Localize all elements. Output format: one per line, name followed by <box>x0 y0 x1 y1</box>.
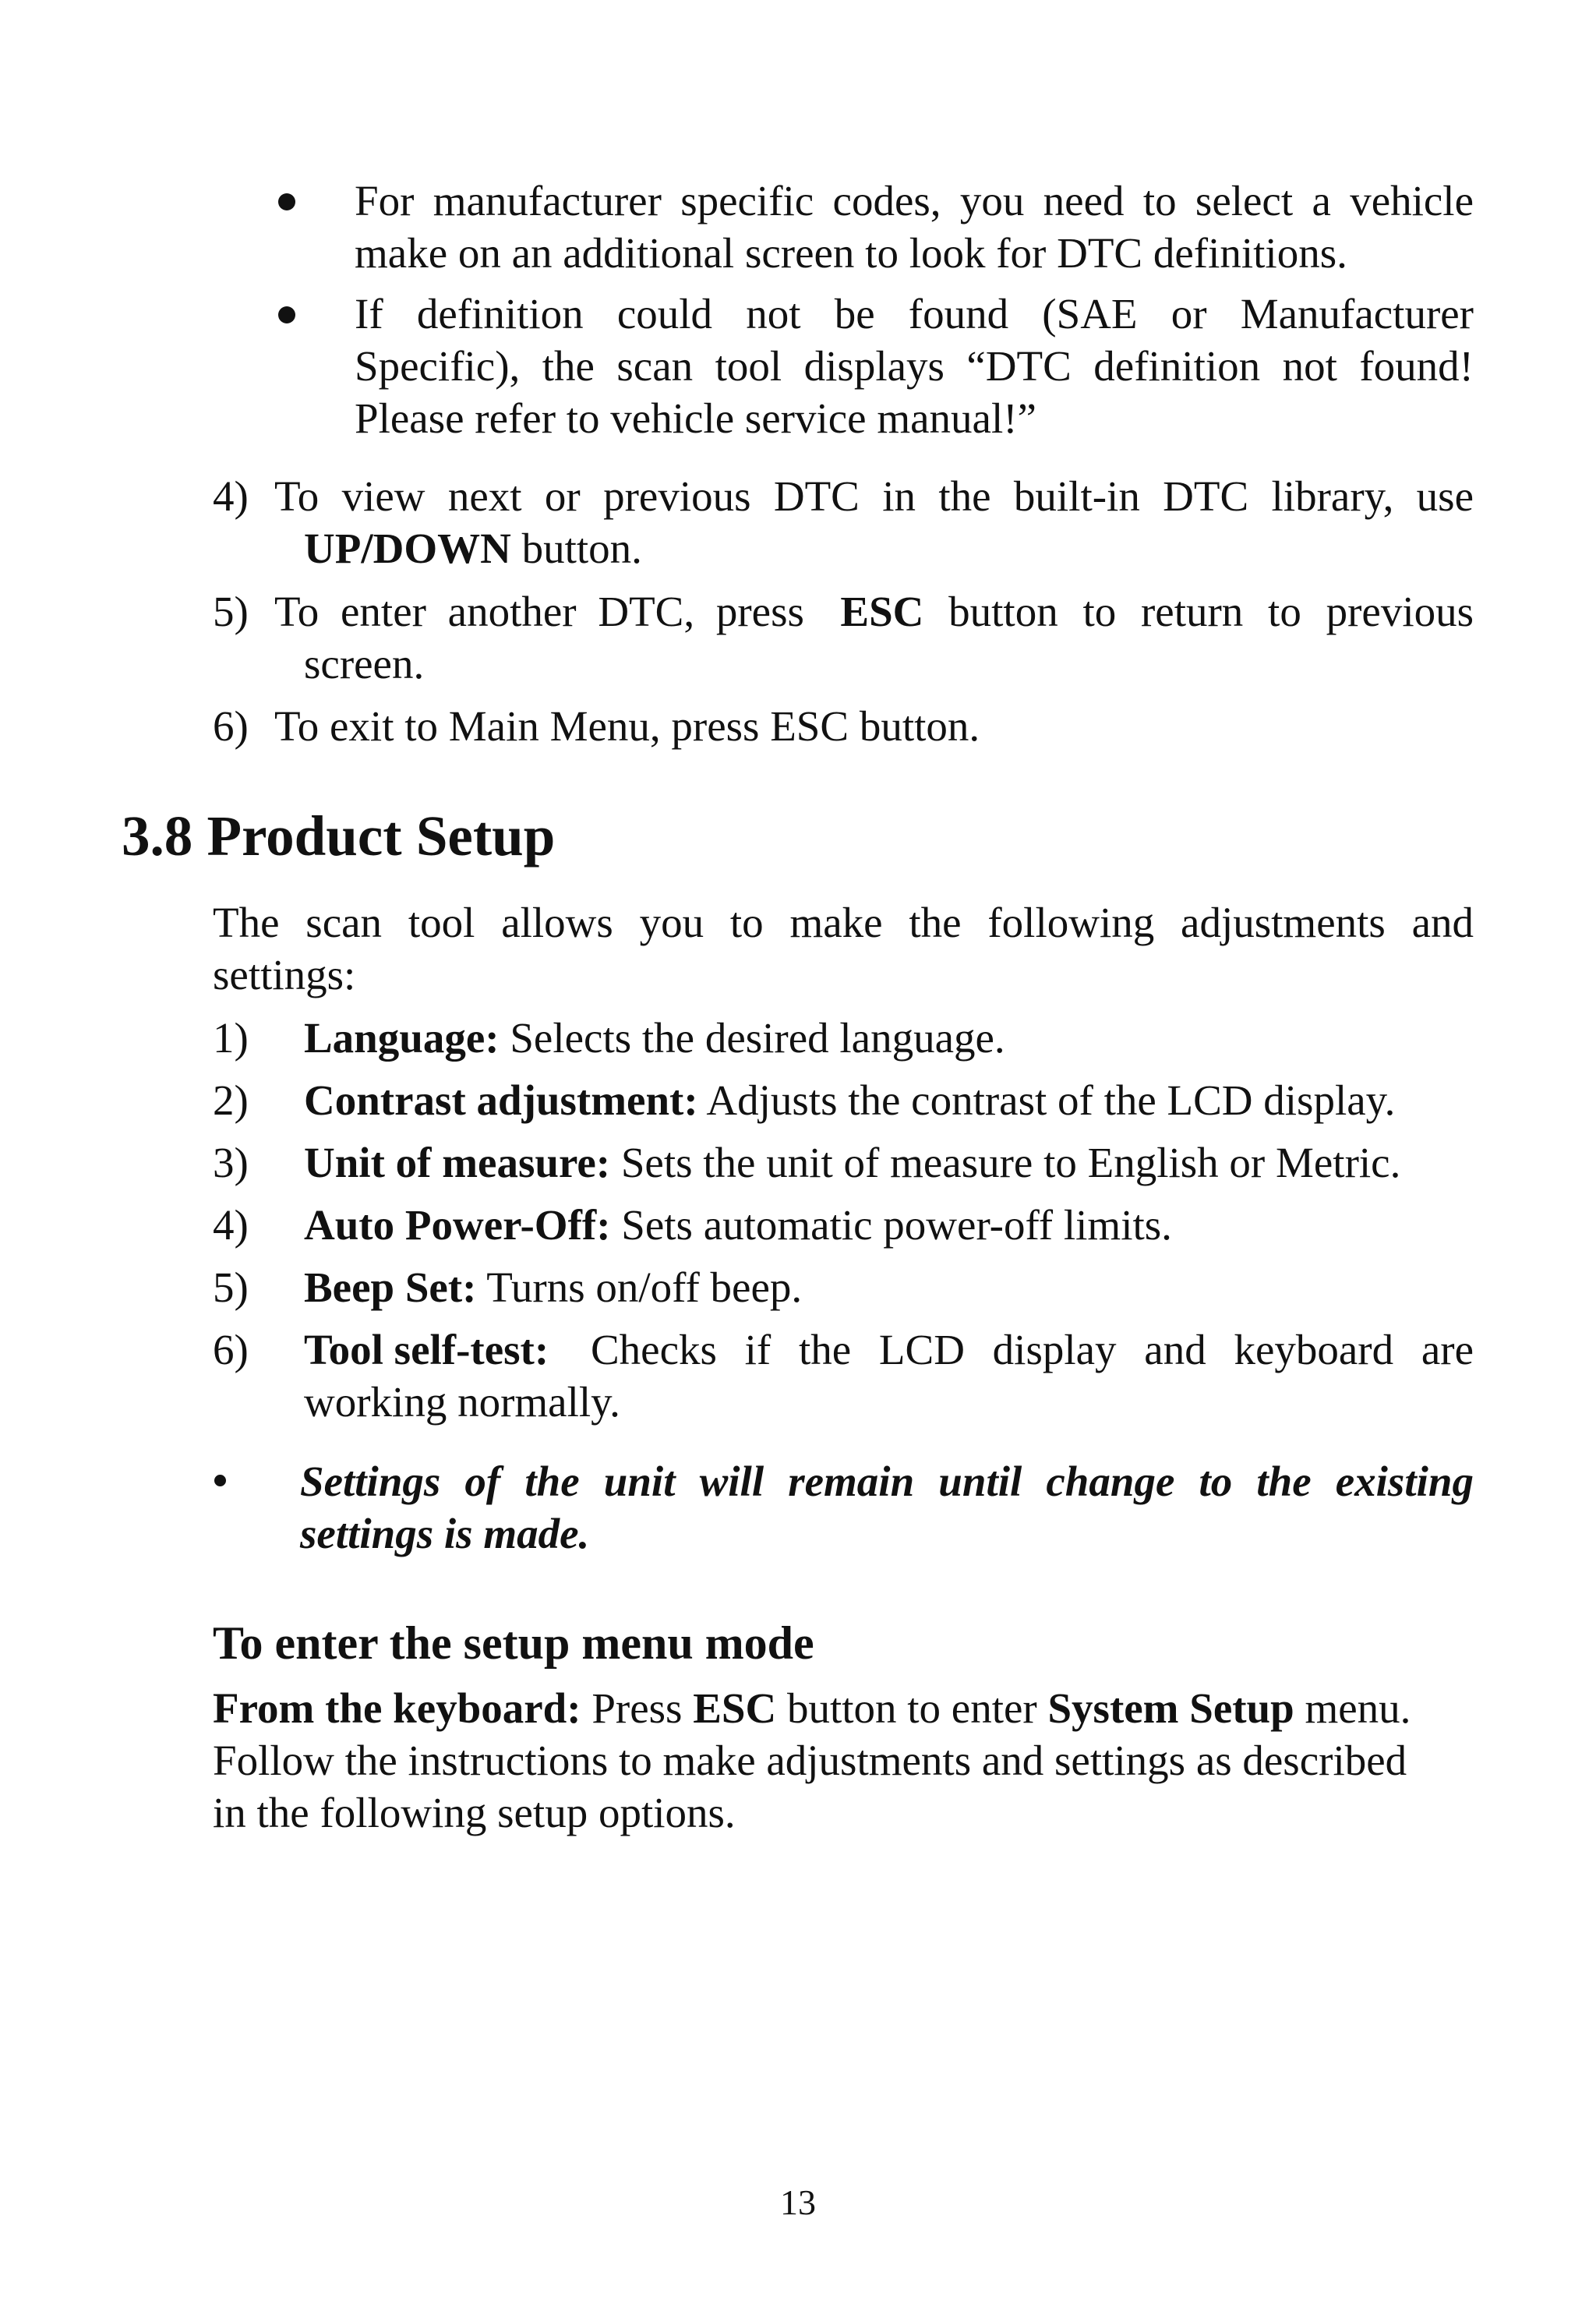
step-5-pre: To enter another DTC, press <box>274 588 826 635</box>
setting-tool-self-test-line-2: working normally. <box>304 1378 620 1426</box>
item-number: 2) <box>213 1076 249 1124</box>
step-6-text: To exit to Main Menu, press ESC button. <box>274 702 980 750</box>
step-number: 4) <box>213 472 249 520</box>
step-4-line-1: To view next or previous DTC in the built-in DTC library, use <box>274 472 1474 520</box>
step-4-rest: button. <box>510 525 642 572</box>
subsection-line-2: Follow the instructions to make adjustments and settings as described <box>213 1737 1407 1784</box>
step-5-line-2: screen. <box>304 640 425 687</box>
bullet-2-line-2: Specific), the scan tool displays “DTC definition not found! <box>355 342 1474 390</box>
step-number: 5) <box>213 588 249 635</box>
note-line-1: Settings of the unit will remain until change to the existing <box>300 1458 1474 1505</box>
note-line-2: settings is made. <box>300 1510 590 1557</box>
esc-button-label: ESC <box>840 588 924 635</box>
setting-tool-self-test <box>304 1323 1474 1376</box>
bullet-dot <box>278 306 295 323</box>
esc-label: ESC <box>693 1684 777 1732</box>
setting-auto-power-off: Auto Power-Off: Sets automatic power-off limits. <box>304 1201 1172 1249</box>
section-intro-line-1: The scan tool allows you to make the following adjustments and <box>213 899 1474 946</box>
bullet-1-line-2: make on an additional screen to look for DTC definitions. <box>355 229 1347 277</box>
setting-contrast: Contrast adjustment: Adjusts the contrast of the LCD display. <box>304 1076 1396 1124</box>
subsection-heading: To enter the setup menu mode <box>213 1617 814 1669</box>
item-number: 3) <box>213 1139 249 1186</box>
note-bullet-dot <box>214 1475 226 1486</box>
tool-self-test-label: Tool self-test: <box>304 1326 549 1373</box>
page-number: 13 <box>780 2182 816 2222</box>
up-down-button-label: UP/DOWN <box>304 525 511 572</box>
item-number: 1) <box>213 1014 249 1062</box>
item-number: 6) <box>213 1326 249 1373</box>
setting-language: Language: Selects the desired language. <box>304 1014 1005 1062</box>
bullet-dot <box>278 193 295 210</box>
step-5-post: button to return to previous <box>923 588 1474 635</box>
section-intro-line-2: settings: <box>213 951 356 998</box>
step-5-line-1 <box>274 585 1474 638</box>
tool-self-test-text: Checks if the LCD display and keyboard are <box>563 1326 1474 1373</box>
section-heading: 3.8 Product Setup <box>122 804 556 868</box>
setting-beep-set: Beep Set: Turns on/off beep. <box>304 1263 803 1311</box>
step-4-line-2 <box>304 522 642 574</box>
setting-unit-of-measure: Unit of measure: Sets the unit of measure to English or Metric. <box>304 1139 1401 1186</box>
bullet-2-line-1: If definition could not be found (SAE or Manufacturer <box>355 290 1474 337</box>
system-setup-label: System Setup <box>1047 1684 1294 1732</box>
subsection-line-3: in the following setup options. <box>213 1789 736 1836</box>
subsection-line-1: From the keyboard: Press ESC button to enter System Setup menu. <box>213 1684 1411 1732</box>
from-keyboard-label: From the keyboard: <box>213 1684 581 1732</box>
bullet-2-line-3: Please refer to vehicle service manual!” <box>355 394 1036 442</box>
item-number: 4) <box>213 1201 249 1249</box>
step-number: 6) <box>213 702 249 750</box>
bullet-1-line-1: For manufacturer specific codes, you need to select a vehicle <box>355 177 1474 224</box>
item-number: 5) <box>213 1263 249 1311</box>
